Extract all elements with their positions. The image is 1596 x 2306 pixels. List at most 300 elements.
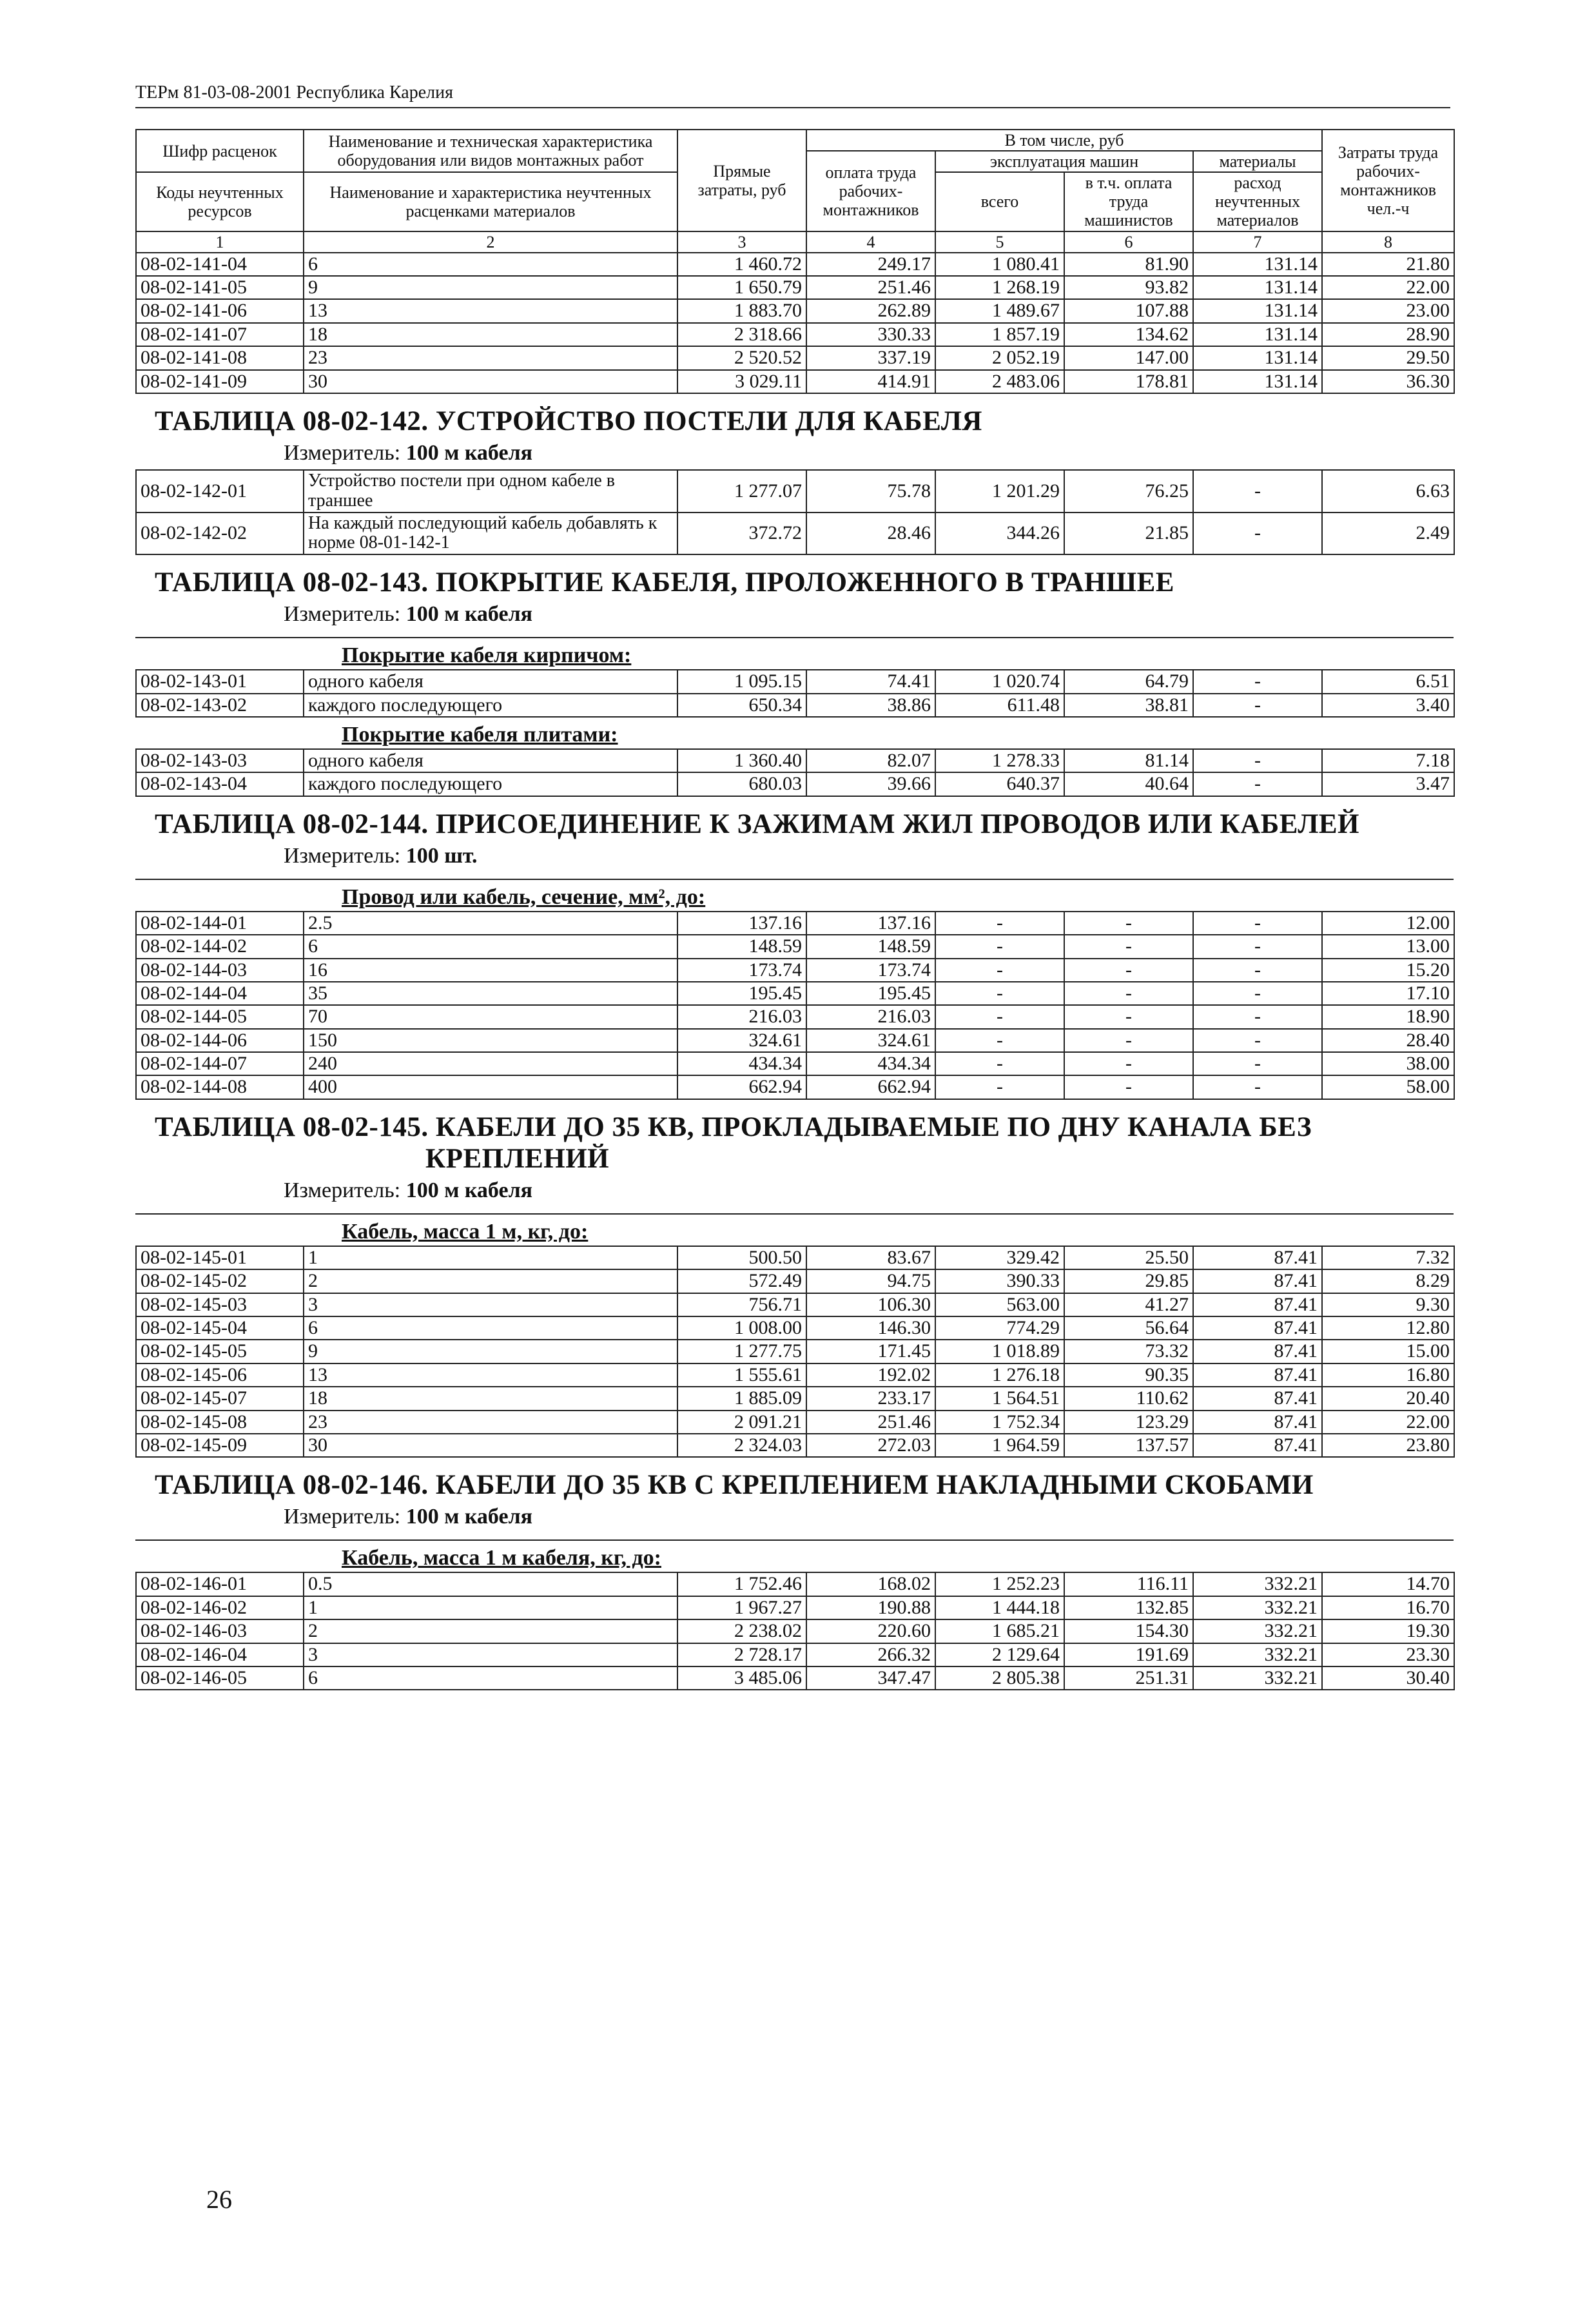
row-value: 29.50 [1322, 346, 1454, 369]
row-description: 6 [304, 253, 677, 276]
rows-143-b [136, 749, 1454, 796]
table-row [136, 1246, 1454, 1269]
table-144-title: ТАБЛИЦА 08-02-144. ПРИСОЕДИНЕНИЕ К ЗАЖИМАМ ЖИЛ ПРОВОДОВ ИЛИ КАБЕЛЕЙ [155, 808, 1359, 839]
row-value: 372.72 [677, 513, 806, 555]
rows-142 [136, 470, 1454, 554]
row-value: 1 967.27 [677, 1596, 806, 1619]
row-code: 08-02-146-03 [136, 1619, 304, 1643]
row-code: 08-02-143-04 [136, 772, 304, 796]
table-row [136, 982, 1454, 1005]
row-value: 168.02 [806, 1572, 935, 1596]
col-machinists: в т.ч. оплата труда машинистов [1064, 172, 1193, 231]
row-value: 87.41 [1193, 1316, 1322, 1340]
row-description: 23 [304, 346, 677, 369]
table-row [136, 346, 1454, 369]
table-row [136, 299, 1454, 322]
table-142-measure: Измеритель: 100 м кабеля [284, 441, 533, 465]
row-description: 150 [304, 1029, 677, 1052]
table-row [136, 1005, 1454, 1028]
row-code: 08-02-144-03 [136, 959, 304, 982]
row-description: 70 [304, 1005, 677, 1028]
row-code: 08-02-141-09 [136, 370, 304, 393]
row-value: 87.41 [1193, 1246, 1322, 1269]
row-value: 148.59 [677, 935, 806, 958]
row-value: 220.60 [806, 1619, 935, 1643]
row-description: 1 [304, 1246, 677, 1269]
row-value: 2 238.02 [677, 1619, 806, 1643]
row-value: 3 029.11 [677, 370, 806, 393]
col-materials: материалы [1193, 151, 1322, 172]
row-code: 08-02-145-02 [136, 1269, 304, 1293]
row-value: 87.41 [1193, 1340, 1322, 1363]
row-value: 12.00 [1322, 912, 1454, 935]
row-code: 08-02-145-07 [136, 1387, 304, 1410]
row-code: 08-02-145-04 [136, 1316, 304, 1340]
row-value: 1 277.75 [677, 1340, 806, 1363]
row-value: - [1064, 1075, 1193, 1099]
rows-144 [136, 912, 1454, 1099]
row-value: 116.11 [1064, 1572, 1193, 1596]
row-description: каждого последующего [304, 772, 677, 796]
rows-141 [136, 253, 1454, 393]
table-144-sub: Провод или кабель, сечение, мм², до: [342, 884, 706, 909]
table-145-sub: Кабель, масса 1 м, кг, до: [342, 1219, 589, 1244]
row-description: одного кабеля [304, 749, 677, 772]
row-value: - [1064, 959, 1193, 982]
row-value: 21.80 [1322, 253, 1454, 276]
table-143-measure: Измеритель: 100 м кабеля [284, 602, 533, 627]
table-row [136, 1052, 1454, 1075]
row-value: 2 483.06 [935, 370, 1064, 393]
table-143-sub2: Покрытие кабеля плитами: [342, 722, 618, 747]
row-code: 08-02-143-01 [136, 670, 304, 693]
row-code: 08-02-141-06 [136, 299, 304, 322]
row-value: 3.40 [1322, 694, 1454, 717]
row-value: 18.90 [1322, 1005, 1454, 1028]
table-142-title: ТАБЛИЦА 08-02-142. УСТРОЙСТВО ПОСТЕЛИ ДЛЯ КАБЕЛЯ [155, 406, 982, 436]
row-value: 83.67 [806, 1246, 935, 1269]
row-description: 400 [304, 1075, 677, 1099]
table-row [136, 1387, 1454, 1410]
row-value: 16.70 [1322, 1596, 1454, 1619]
row-value: - [1064, 1052, 1193, 1075]
row-value: 36.30 [1322, 370, 1454, 393]
row-value: 16.80 [1322, 1363, 1454, 1387]
row-description: Устройство постели при одном кабеле в траншее [304, 470, 677, 513]
row-code: 08-02-141-07 [136, 323, 304, 346]
row-value: - [1193, 1052, 1322, 1075]
row-value: 19.30 [1322, 1619, 1454, 1643]
row-code: 08-02-144-07 [136, 1052, 304, 1075]
row-value: 178.81 [1064, 370, 1193, 393]
row-value: 680.03 [677, 772, 806, 796]
row-value: 329.42 [935, 1246, 1064, 1269]
row-value: 146.30 [806, 1316, 935, 1340]
page-number: 26 [206, 2185, 232, 2214]
row-description: 6 [304, 935, 677, 958]
row-value: - [1193, 470, 1322, 513]
row-value: - [1064, 1005, 1193, 1028]
row-value: 249.17 [806, 253, 935, 276]
row-value: 134.62 [1064, 323, 1193, 346]
divider [135, 1533, 1454, 1541]
row-code: 08-02-143-02 [136, 694, 304, 717]
table-row [136, 912, 1454, 935]
row-value: - [1193, 1029, 1322, 1052]
table-143-a [135, 669, 1455, 718]
row-value: 76.25 [1064, 470, 1193, 513]
table-row [136, 1029, 1454, 1052]
row-value: 774.29 [935, 1316, 1064, 1340]
row-value: 25.50 [1064, 1246, 1193, 1269]
row-value: 28.46 [806, 513, 935, 555]
row-value: 2 520.52 [677, 346, 806, 369]
row-description: 6 [304, 1316, 677, 1340]
row-value: 3 485.06 [677, 1666, 806, 1690]
row-description: 18 [304, 1387, 677, 1410]
row-code: 08-02-145-01 [136, 1246, 304, 1269]
row-value: 1 650.79 [677, 276, 806, 299]
row-value: 272.03 [806, 1434, 935, 1457]
row-value: 2 129.64 [935, 1643, 1064, 1666]
row-value: 23.00 [1322, 299, 1454, 322]
row-value: 332.21 [1193, 1619, 1322, 1643]
row-value: 131.14 [1193, 323, 1322, 346]
row-value: 1 857.19 [935, 323, 1064, 346]
table-row [136, 749, 1454, 772]
row-description: 240 [304, 1052, 677, 1075]
row-value: 1 752.34 [935, 1411, 1064, 1434]
table-row [136, 1269, 1454, 1293]
row-description: 16 [304, 959, 677, 982]
row-value: 1 080.41 [935, 253, 1064, 276]
row-value: - [935, 935, 1064, 958]
table-row [136, 1411, 1454, 1434]
row-value: 147.00 [1064, 346, 1193, 369]
row-value: 38.86 [806, 694, 935, 717]
row-value: 1 885.09 [677, 1387, 806, 1410]
table-row [136, 1596, 1454, 1619]
row-value: 330.33 [806, 323, 935, 346]
row-value: 82.07 [806, 749, 935, 772]
row-value: 640.37 [935, 772, 1064, 796]
row-code: 08-02-145-06 [136, 1363, 304, 1387]
row-value: 1 095.15 [677, 670, 806, 693]
divider [135, 630, 1454, 638]
row-code: 08-02-141-04 [136, 253, 304, 276]
row-value: 12.80 [1322, 1316, 1454, 1340]
row-value: 1 555.61 [677, 1363, 806, 1387]
row-value: 332.21 [1193, 1596, 1322, 1619]
row-value: 137.16 [806, 912, 935, 935]
row-value: 93.82 [1064, 276, 1193, 299]
row-value: 216.03 [677, 1005, 806, 1028]
row-value: 195.45 [806, 982, 935, 1005]
row-value: 191.69 [1064, 1643, 1193, 1666]
row-value: 2 091.21 [677, 1411, 806, 1434]
col-direct: Прямые затраты, руб [677, 130, 806, 231]
row-code: 08-02-144-02 [136, 935, 304, 958]
row-value: 23.80 [1322, 1434, 1454, 1457]
row-value: - [1193, 749, 1322, 772]
row-code: 08-02-144-04 [136, 982, 304, 1005]
row-description: 2 [304, 1619, 677, 1643]
row-value: 58.00 [1322, 1075, 1454, 1099]
row-value: 81.14 [1064, 749, 1193, 772]
row-value: 266.32 [806, 1643, 935, 1666]
row-description: 6 [304, 1666, 677, 1690]
row-value: 87.41 [1193, 1434, 1322, 1457]
table-row [136, 1316, 1454, 1340]
row-description: На каждый последующий кабель добавлять к норме 08-01-142-1 [304, 513, 677, 555]
row-value: 1 685.21 [935, 1619, 1064, 1643]
row-code: 08-02-144-06 [136, 1029, 304, 1052]
row-value: 1 276.18 [935, 1363, 1064, 1387]
row-value: 756.71 [677, 1293, 806, 1316]
row-value: 106.30 [806, 1293, 935, 1316]
rows-145 [136, 1246, 1454, 1458]
row-value: - [1064, 912, 1193, 935]
row-value: - [1193, 772, 1322, 796]
row-value: 17.10 [1322, 982, 1454, 1005]
row-value: 14.70 [1322, 1572, 1454, 1596]
row-value: 347.47 [806, 1666, 935, 1690]
table-144 [135, 911, 1455, 1100]
row-value: 233.17 [806, 1387, 935, 1410]
row-value: 30.40 [1322, 1666, 1454, 1690]
row-description: 2.5 [304, 912, 677, 935]
row-value: 137.16 [677, 912, 806, 935]
row-value: 195.45 [677, 982, 806, 1005]
row-value: 87.41 [1193, 1363, 1322, 1387]
row-value: 572.49 [677, 1269, 806, 1293]
header-table [135, 129, 1455, 394]
row-value: 8.29 [1322, 1269, 1454, 1293]
row-value: 9.30 [1322, 1293, 1454, 1316]
row-value: 434.34 [677, 1052, 806, 1075]
row-value: 1 278.33 [935, 749, 1064, 772]
row-value: - [935, 959, 1064, 982]
row-code: 08-02-144-05 [136, 1005, 304, 1028]
divider [135, 1207, 1454, 1215]
row-description: одного кабеля [304, 670, 677, 693]
row-value: 2 318.66 [677, 323, 806, 346]
row-value: 1 964.59 [935, 1434, 1064, 1457]
row-value: 563.00 [935, 1293, 1064, 1316]
row-value: 22.00 [1322, 1411, 1454, 1434]
row-description: каждого последующего [304, 694, 677, 717]
row-code: 08-02-146-04 [136, 1643, 304, 1666]
row-value: 38.00 [1322, 1052, 1454, 1075]
row-value: 332.21 [1193, 1572, 1322, 1596]
row-value: 2 805.38 [935, 1666, 1064, 1690]
row-value: - [935, 1052, 1064, 1075]
row-value: 1 460.72 [677, 253, 806, 276]
row-value: - [1193, 1075, 1322, 1099]
row-value: 173.74 [677, 959, 806, 982]
row-description: 3 [304, 1293, 677, 1316]
table-row [136, 276, 1454, 299]
table-row [136, 1619, 1454, 1643]
row-value: - [1193, 694, 1322, 717]
col-labor-cost: Затраты труда рабочих-монтажников чел.-ч [1322, 130, 1454, 231]
row-code: 08-02-144-08 [136, 1075, 304, 1099]
row-value: 251.31 [1064, 1666, 1193, 1690]
row-value: 251.46 [806, 276, 935, 299]
row-value: 20.40 [1322, 1387, 1454, 1410]
row-value: - [1064, 982, 1193, 1005]
row-value: - [1193, 935, 1322, 958]
row-value: 414.91 [806, 370, 935, 393]
row-value: 56.64 [1064, 1316, 1193, 1340]
col-total: всего [935, 172, 1064, 231]
col-num: 7 [1193, 231, 1322, 253]
col-name2: Наименование и характеристика неучтенных расценками материалов [304, 172, 677, 231]
row-value: 73.32 [1064, 1340, 1193, 1363]
row-value: - [935, 1075, 1064, 1099]
table-row [136, 670, 1454, 693]
row-description: 18 [304, 323, 677, 346]
row-value: 1 268.19 [935, 276, 1064, 299]
row-value: 132.85 [1064, 1596, 1193, 1619]
table-142 [135, 469, 1455, 555]
table-row [136, 253, 1454, 276]
row-value: 64.79 [1064, 670, 1193, 693]
table-row [136, 1666, 1454, 1690]
row-value: 131.14 [1193, 276, 1322, 299]
table-146 [135, 1572, 1455, 1690]
col-shifr: Шифр расценок [136, 130, 304, 172]
row-value: 662.94 [677, 1075, 806, 1099]
row-value: 87.41 [1193, 1411, 1322, 1434]
row-value: 74.41 [806, 670, 935, 693]
row-value: 90.35 [1064, 1363, 1193, 1387]
row-description: 9 [304, 1340, 677, 1363]
row-description: 9 [304, 276, 677, 299]
row-value: 29.85 [1064, 1269, 1193, 1293]
row-description: 13 [304, 299, 677, 322]
row-value: 662.94 [806, 1075, 935, 1099]
rows-146 [136, 1572, 1454, 1690]
row-value: 337.19 [806, 346, 935, 369]
col-including: В том числе, руб [806, 130, 1322, 151]
row-value: 6.51 [1322, 670, 1454, 693]
col-num: 3 [677, 231, 806, 253]
table-row [136, 370, 1454, 393]
row-value: 81.90 [1064, 253, 1193, 276]
row-value: 190.88 [806, 1596, 935, 1619]
table-row [136, 1434, 1454, 1457]
col-name: Наименование и техническая характеристика оборудования или видов монтажных работ [304, 130, 677, 172]
row-code: 08-02-145-08 [136, 1411, 304, 1434]
row-value: 171.45 [806, 1340, 935, 1363]
row-value: 1 252.23 [935, 1572, 1064, 1596]
row-value: 28.90 [1322, 323, 1454, 346]
table-row [136, 1363, 1454, 1387]
row-value: 13.00 [1322, 935, 1454, 958]
row-value: 7.32 [1322, 1246, 1454, 1269]
row-value: 1 020.74 [935, 670, 1064, 693]
row-code: 08-02-142-01 [136, 470, 304, 513]
table-146-sub: Кабель, масса 1 м кабеля, кг, до: [342, 1546, 661, 1570]
row-code: 08-02-142-02 [136, 513, 304, 555]
row-value: 123.29 [1064, 1411, 1193, 1434]
row-description: 3 [304, 1643, 677, 1666]
row-code: 08-02-143-03 [136, 749, 304, 772]
table-row [136, 1572, 1454, 1596]
row-code: 08-02-145-05 [136, 1340, 304, 1363]
row-value: 131.14 [1193, 253, 1322, 276]
row-value: - [935, 1029, 1064, 1052]
row-description: 1 [304, 1596, 677, 1619]
row-code: 08-02-146-05 [136, 1666, 304, 1690]
row-value: 332.21 [1193, 1643, 1322, 1666]
row-value: - [1193, 982, 1322, 1005]
row-value: - [1193, 670, 1322, 693]
row-value: 38.81 [1064, 694, 1193, 717]
row-value: - [935, 982, 1064, 1005]
row-value: 173.74 [806, 959, 935, 982]
col-num: 5 [935, 231, 1064, 253]
table-145-measure: Измеритель: 100 м кабеля [284, 1178, 533, 1202]
row-value: 148.59 [806, 935, 935, 958]
row-value: 324.61 [806, 1029, 935, 1052]
row-value: 40.64 [1064, 772, 1193, 796]
row-value: 131.14 [1193, 346, 1322, 369]
table-145 [135, 1246, 1455, 1458]
row-value: 1 008.00 [677, 1316, 806, 1340]
row-value: 611.48 [935, 694, 1064, 717]
table-143-sub1: Покрытие кабеля кирпичом: [342, 643, 632, 668]
row-value: 22.00 [1322, 276, 1454, 299]
row-value: 137.57 [1064, 1434, 1193, 1457]
row-description: 30 [304, 370, 677, 393]
row-description: 13 [304, 1363, 677, 1387]
row-code: 08-02-145-03 [136, 1293, 304, 1316]
table-row [136, 513, 1454, 555]
row-code: 08-02-145-09 [136, 1434, 304, 1457]
col-num: 8 [1322, 231, 1454, 253]
row-value: 1 444.18 [935, 1596, 1064, 1619]
row-value: 7.18 [1322, 749, 1454, 772]
table-row [136, 772, 1454, 796]
row-value: 87.41 [1193, 1269, 1322, 1293]
row-value: 21.85 [1064, 513, 1193, 555]
row-value: 94.75 [806, 1269, 935, 1293]
table-row [136, 935, 1454, 958]
row-value: 650.34 [677, 694, 806, 717]
table-143-title: ТАБЛИЦА 08-02-143. ПОКРЫТИЕ КАБЕЛЯ, ПРОЛОЖЕННОГО В ТРАНШЕЕ [155, 567, 1174, 598]
row-code: 08-02-144-01 [136, 912, 304, 935]
row-value: 1 277.07 [677, 470, 806, 513]
row-value: 344.26 [935, 513, 1064, 555]
col-machines: эксплуатация машин [935, 151, 1193, 172]
row-value: 2.49 [1322, 513, 1454, 555]
row-value: 15.00 [1322, 1340, 1454, 1363]
running-header: ТЕРм 81-03-08-2001 Республика Карелия [135, 83, 1450, 108]
row-value: 131.14 [1193, 370, 1322, 393]
divider [135, 872, 1454, 880]
table-row [136, 694, 1454, 717]
row-value: 500.50 [677, 1246, 806, 1269]
col-codes: Коды неучтенных ресурсов [136, 172, 304, 231]
table-146-title: ТАБЛИЦА 08-02-146. КАБЕЛИ ДО 35 КВ С КРЕПЛЕНИЕМ НАКЛАДНЫМИ СКОБАМИ [155, 1470, 1314, 1501]
table-144-measure: Измеритель: 100 шт. [284, 843, 478, 868]
col-num: 1 [136, 231, 304, 253]
row-value: 87.41 [1193, 1387, 1322, 1410]
row-value: 192.02 [806, 1363, 935, 1387]
row-value: 251.46 [806, 1411, 935, 1434]
